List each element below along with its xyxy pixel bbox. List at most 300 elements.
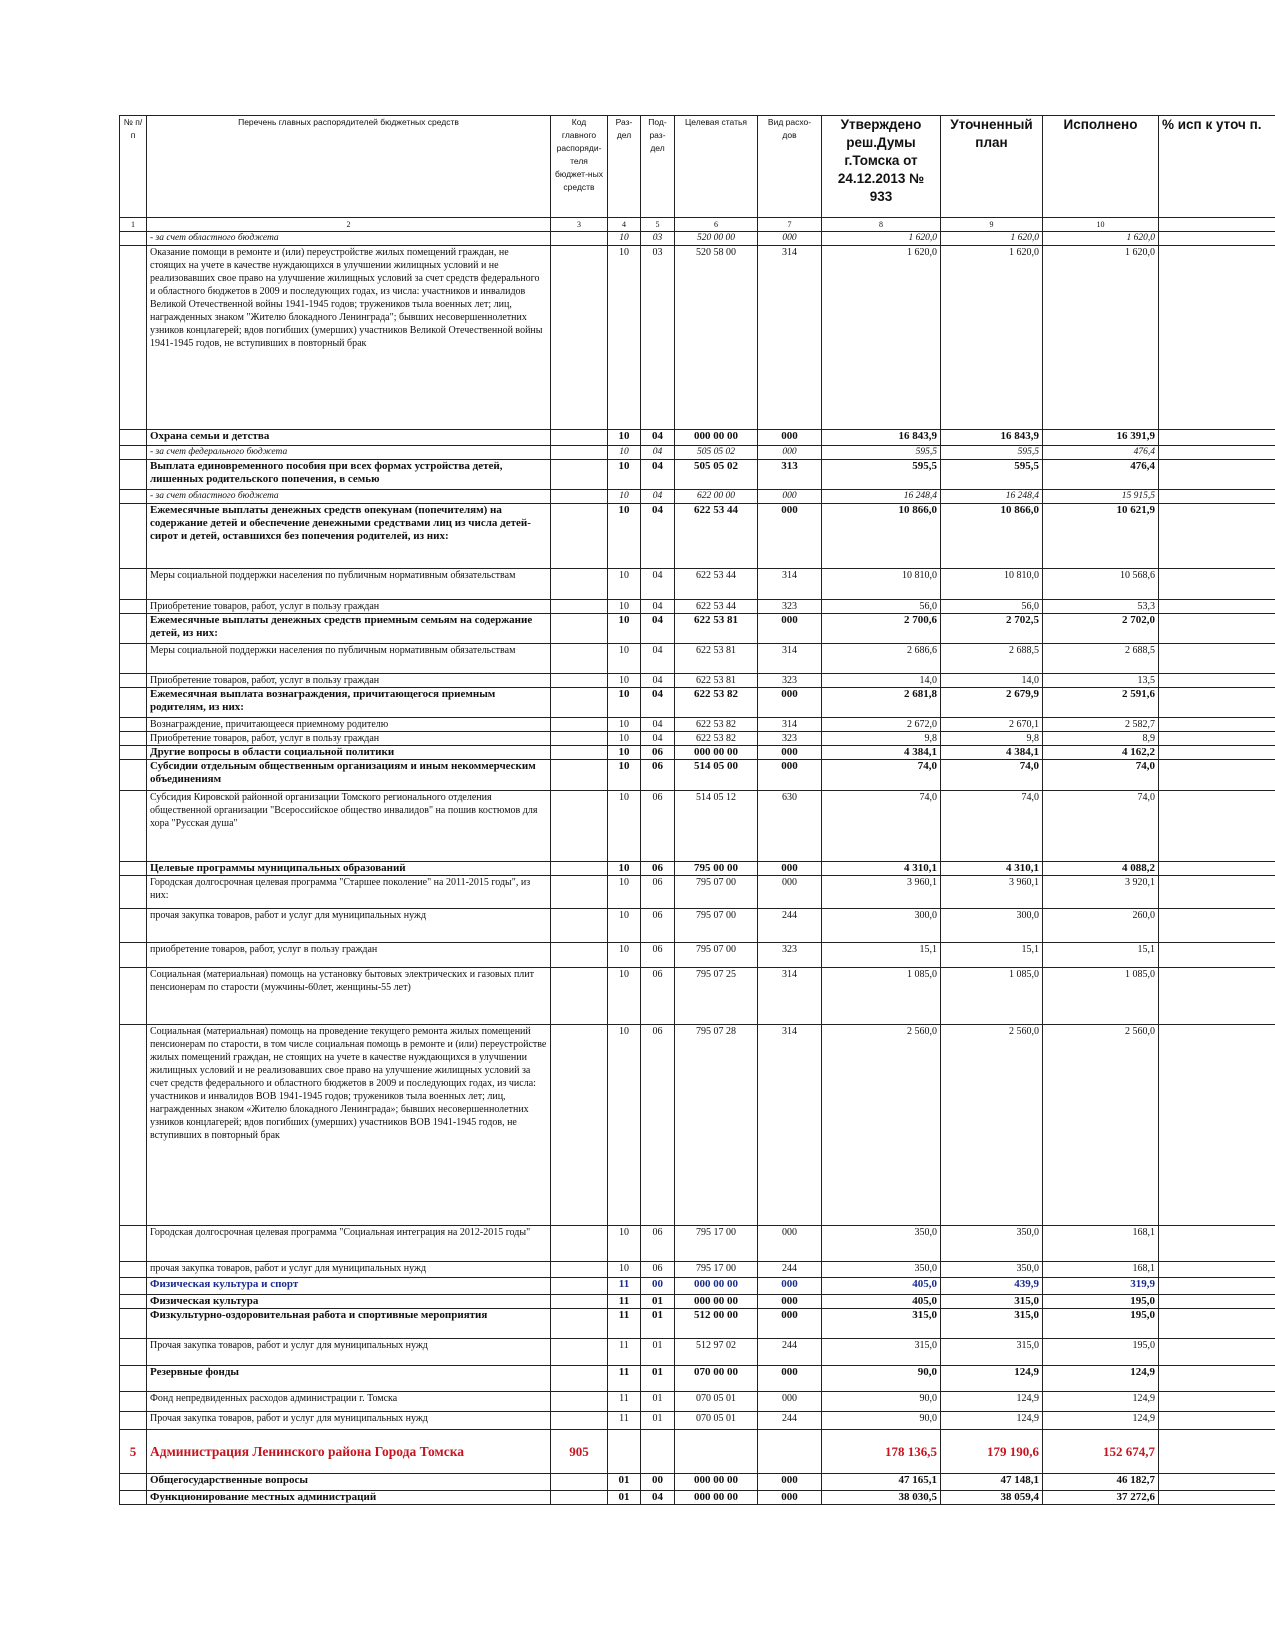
row-pct [1159,1295,1275,1309]
row-code [551,1025,608,1226]
row-code [551,876,608,909]
row-type: 314 [758,718,822,732]
budget-sheet [119,115,1275,1505]
row-target: 795 07 25 [675,968,758,1025]
row-plan: 10 810,0 [941,569,1043,600]
colnum: 3 [551,218,608,232]
row-pct [1159,674,1275,688]
header-code: Код главного распоряди-теля бюджет-ных средств [551,116,608,218]
row-plan: 124,9 [941,1392,1043,1412]
row-pct [1159,644,1275,674]
row-name: Меры социальной поддержки населения по публичным нормативным обязательствам [147,569,551,600]
row-subsection: 06 [641,909,675,943]
row-done: 168,1 [1043,1262,1159,1278]
row-approved: 47 165,1 [822,1474,941,1491]
row-type: 000 [758,746,822,760]
header-name: Перечень главных распорядителей бюджетных средств [147,116,551,218]
row-subsection: 04 [641,430,675,446]
row-target: 622 53 44 [675,504,758,569]
row-plan: 16 248,4 [941,490,1043,504]
row-done: 3 920,1 [1043,876,1159,909]
row-plan: 1 085,0 [941,968,1043,1025]
table-row [120,1309,1275,1339]
row-section: 01 [608,1474,641,1491]
row-plan: 2 679,9 [941,688,1043,718]
row-target: 000 00 00 [675,1278,758,1295]
row-code [551,1339,608,1366]
row-num [120,760,147,791]
row-approved: 2 681,8 [822,688,941,718]
row-type: 000 [758,1392,822,1412]
table-row [120,1278,1275,1295]
row-approved: 2 700,6 [822,614,941,644]
row-code [551,1392,608,1412]
row-name: Вознаграждение, причитающееся приемному родителю [147,718,551,732]
table-row [120,968,1275,1025]
row-target: 622 53 44 [675,600,758,614]
row-name: - за счет областного бюджета [147,232,551,246]
row-num [120,746,147,760]
row-plan: 16 843,9 [941,430,1043,446]
row-name: приобретение товаров, работ, услуг в пользу граждан [147,943,551,968]
table-row [120,1262,1275,1278]
table-row [120,876,1275,909]
row-type: 323 [758,732,822,746]
colnum: 8 [822,218,941,232]
row-target: 622 53 82 [675,732,758,746]
table-row [120,1295,1275,1309]
row-pct [1159,1412,1275,1430]
row-code [551,746,608,760]
row-approved: 350,0 [822,1226,941,1262]
row-num [120,1412,147,1430]
row-section: 10 [608,718,641,732]
table-row [120,732,1275,746]
row-code [551,732,608,746]
row-target: 795 17 00 [675,1226,758,1262]
row-name: Субсидия Кировской районной организации Томского регионального отделения общественной организации "Всероссийское общество инвалидов" на пошив костюмов для хора "Русская душа" [147,791,551,862]
row-subsection: 06 [641,1025,675,1226]
row-num [120,446,147,460]
row-approved: 4 384,1 [822,746,941,760]
row-code [551,1309,608,1339]
row-pct [1159,862,1275,876]
table-row [120,688,1275,718]
row-pct [1159,1025,1275,1226]
row-section: 01 [608,1491,641,1505]
row-done: 2 582,7 [1043,718,1159,732]
row-num [120,1339,147,1366]
row-subsection: 01 [641,1295,675,1309]
row-type: 000 [758,1491,822,1505]
row-done: 1 085,0 [1043,968,1159,1025]
row-target: 795 00 00 [675,862,758,876]
row-approved: 595,5 [822,460,941,490]
row-num [120,732,147,746]
row-section: 10 [608,732,641,746]
row-target: 795 07 28 [675,1025,758,1226]
row-target: 505 05 02 [675,460,758,490]
header-target: Целевая статья [675,116,758,218]
row-plan: 2 560,0 [941,1025,1043,1226]
row-plan: 439,9 [941,1278,1043,1295]
row-code [551,862,608,876]
row-done: 53,3 [1043,600,1159,614]
row-plan: 595,5 [941,446,1043,460]
row-type: 314 [758,246,822,430]
row-num [120,1295,147,1309]
row-name: Приобретение товаров, работ, услуг в пользу граждан [147,674,551,688]
table-row [120,504,1275,569]
row-code [551,1366,608,1392]
row-section: 11 [608,1366,641,1392]
table-row [120,1474,1275,1491]
row-code [551,569,608,600]
row-pct [1159,1474,1275,1491]
row-target: 795 17 00 [675,1262,758,1278]
row-code [551,446,608,460]
row-section: 10 [608,674,641,688]
row-type: 000 [758,490,822,504]
row-section: 10 [608,460,641,490]
row-section: 11 [608,1392,641,1412]
row-num [120,460,147,490]
row-type: 314 [758,1025,822,1226]
row-plan: 124,9 [941,1366,1043,1392]
row-plan: 1 620,0 [941,246,1043,430]
row-num [120,876,147,909]
table-row [120,569,1275,600]
row-plan: 9,8 [941,732,1043,746]
row-target: 795 07 00 [675,876,758,909]
row-type: 323 [758,943,822,968]
row-pct [1159,1430,1275,1474]
row-name: Приобретение товаров, работ, услуг в пользу граждан [147,732,551,746]
table-row [120,1491,1275,1505]
row-done: 476,4 [1043,446,1159,460]
row-subsection [641,1430,675,1474]
table-row [120,1339,1275,1366]
row-subsection: 01 [641,1412,675,1430]
row-subsection: 03 [641,232,675,246]
row-name: Физическая культура [147,1295,551,1309]
row-code [551,1295,608,1309]
row-target: 622 53 81 [675,644,758,674]
row-section: 10 [608,876,641,909]
row-name: прочая закупка товаров, работ и услуг для муниципальных нужд [147,909,551,943]
row-subsection: 04 [641,718,675,732]
row-pct [1159,943,1275,968]
row-approved: 10 866,0 [822,504,941,569]
row-section [608,1430,641,1474]
row-section: 11 [608,1295,641,1309]
row-name: Фонд непредвиденных расходов администрации г. Томска [147,1392,551,1412]
row-subsection: 01 [641,1366,675,1392]
row-approved: 10 810,0 [822,569,941,600]
row-section: 10 [608,644,641,674]
row-done: 8,9 [1043,732,1159,746]
table-row [120,909,1275,943]
table-row [120,460,1275,490]
row-num [120,1309,147,1339]
row-pct [1159,614,1275,644]
row-pct [1159,232,1275,246]
row-approved: 405,0 [822,1295,941,1309]
row-type: 000 [758,862,822,876]
row-section: 10 [608,430,641,446]
table-row [120,674,1275,688]
colnum [1159,218,1275,232]
row-done: 168,1 [1043,1226,1159,1262]
header-num: № п/п [120,116,147,218]
row-plan: 350,0 [941,1262,1043,1278]
row-subsection: 06 [641,760,675,791]
column-number-row [120,218,1275,232]
row-type: 000 [758,1309,822,1339]
row-num [120,688,147,718]
row-subsection: 04 [641,1491,675,1505]
table-row [120,430,1275,446]
row-subsection: 04 [641,688,675,718]
row-target: 622 53 82 [675,718,758,732]
row-plan: 1 620,0 [941,232,1043,246]
row-plan: 350,0 [941,1226,1043,1262]
row-done: 195,0 [1043,1339,1159,1366]
table-row [120,1392,1275,1412]
row-name: прочая закупка товаров, работ и услуг для муниципальных нужд [147,1262,551,1278]
row-target: 512 97 02 [675,1339,758,1366]
row-code [551,232,608,246]
row-code [551,688,608,718]
row-pct [1159,569,1275,600]
row-approved: 2 686,6 [822,644,941,674]
row-approved: 9,8 [822,732,941,746]
row-code [551,504,608,569]
row-section: 11 [608,1339,641,1366]
row-target: 514 05 12 [675,791,758,862]
row-approved: 595,5 [822,446,941,460]
row-name: - за счет федерального бюджета [147,446,551,460]
row-num [120,614,147,644]
row-approved: 74,0 [822,760,941,791]
row-code [551,1491,608,1505]
row-type: 000 [758,430,822,446]
row-name: Другие вопросы в области социальной политики [147,746,551,760]
row-done: 1 620,0 [1043,246,1159,430]
row-pct [1159,760,1275,791]
table-row [120,232,1275,246]
row-approved: 56,0 [822,600,941,614]
row-subsection: 01 [641,1339,675,1366]
row-plan: 56,0 [941,600,1043,614]
row-num [120,1226,147,1262]
row-num [120,504,147,569]
table-row [120,718,1275,732]
row-approved: 1 620,0 [822,232,941,246]
table-row [120,446,1275,460]
row-subsection: 04 [641,460,675,490]
row-approved: 14,0 [822,674,941,688]
row-name: Общегосударственные вопросы [147,1474,551,1491]
row-code [551,674,608,688]
row-target: 000 00 00 [675,1295,758,1309]
row-done: 10 568,6 [1043,569,1159,600]
row-target: 622 53 81 [675,674,758,688]
table-row [120,600,1275,614]
row-done: 4 162,2 [1043,746,1159,760]
row-code [551,430,608,446]
row-section: 11 [608,1309,641,1339]
row-approved: 315,0 [822,1339,941,1366]
row-section: 11 [608,1278,641,1295]
colnum: 7 [758,218,822,232]
row-subsection: 06 [641,862,675,876]
row-approved: 315,0 [822,1309,941,1339]
table-row [120,791,1275,862]
row-approved: 4 310,1 [822,862,941,876]
row-pct [1159,1278,1275,1295]
row-name: Прочая закупка товаров, работ и услуг для муниципальных нужд [147,1339,551,1366]
row-pct [1159,791,1275,862]
row-plan: 124,9 [941,1412,1043,1430]
row-section: 10 [608,1226,641,1262]
row-approved: 16 843,9 [822,430,941,446]
row-pct [1159,968,1275,1025]
colnum: 1 [120,218,147,232]
row-section: 10 [608,909,641,943]
row-approved: 38 030,5 [822,1491,941,1505]
row-type: 000 [758,688,822,718]
row-type: 000 [758,614,822,644]
row-plan: 315,0 [941,1309,1043,1339]
table-row [120,746,1275,760]
row-approved: 350,0 [822,1262,941,1278]
row-type: 314 [758,968,822,1025]
row-plan: 74,0 [941,760,1043,791]
row-done: 13,5 [1043,674,1159,688]
row-target: 000 00 00 [675,1474,758,1491]
row-pct [1159,446,1275,460]
row-code [551,718,608,732]
row-num [120,1278,147,1295]
row-type: 313 [758,460,822,490]
row-type: 244 [758,1339,822,1366]
row-type: 323 [758,674,822,688]
row-pct [1159,688,1275,718]
row-plan: 315,0 [941,1339,1043,1366]
row-num [120,674,147,688]
row-name: Выплата единовременного пособия при всех формах устройства детей, лишенных родительского попечения, в семью [147,460,551,490]
row-code [551,909,608,943]
row-num [120,1366,147,1392]
row-type: 244 [758,1262,822,1278]
row-name: Охрана семьи и детства [147,430,551,446]
row-name: Функционирование местных администраций [147,1491,551,1505]
header-approved: Утверждено реш.Думы г.Томска от 24.12.2013 № 933 [822,116,941,218]
row-subsection: 04 [641,600,675,614]
row-target: 000 00 00 [675,430,758,446]
header-done: Исполнено [1043,116,1159,218]
row-pct [1159,430,1275,446]
row-pct [1159,746,1275,760]
row-name: Администрация Ленинского района Города Томска [147,1430,551,1474]
row-done: 124,9 [1043,1392,1159,1412]
table-row [120,644,1275,674]
row-target: 622 00 00 [675,490,758,504]
row-plan: 300,0 [941,909,1043,943]
row-code [551,490,608,504]
row-type: 000 [758,232,822,246]
row-done: 46 182,7 [1043,1474,1159,1491]
row-plan: 2 688,5 [941,644,1043,674]
row-approved: 1 085,0 [822,968,941,1025]
table-row [120,1430,1275,1474]
row-plan: 315,0 [941,1295,1043,1309]
row-code [551,460,608,490]
row-name: Ежемесячные выплаты денежных средств опекунам (попечителям) на содержание детей и обеспечение денежными средствами лиц из числа детей-сирот и детей, оставшихся без попечения родителей, из них: [147,504,551,569]
row-section: 10 [608,943,641,968]
table-row [120,1366,1275,1392]
row-section: 10 [608,246,641,430]
row-type: 244 [758,909,822,943]
row-subsection: 04 [641,569,675,600]
row-plan: 595,5 [941,460,1043,490]
row-target: 000 00 00 [675,746,758,760]
row-section: 10 [608,446,641,460]
table-row [120,1226,1275,1262]
row-plan: 3 960,1 [941,876,1043,909]
row-done: 195,0 [1043,1295,1159,1309]
row-name: Оказание помощи в ремонте и (или) переустройстве жилых помещений граждан, не стоящих на учете в качестве нуждающихся в улучшении жилищных условий и не реализовавших свое право на улучшение жилищных условий за счет средств федерального и областного бюджетов в 2009 и последующих годах, из числа: участников и инвалидов Великой Отечественной войны 1941-1945 годов; тружеников тыла военных лет; лиц, награжденных знаком "Жителю блокадного Ленинграда"; бывших несовершеннолетних узников концлагерей; вдов погибших (умерших) участников Великой Отечественной войны 1941-1945 годов, не вступивших в повторный брак [147,246,551,430]
row-section: 11 [608,1412,641,1430]
row-target: 514 05 00 [675,760,758,791]
row-section: 10 [608,1262,641,1278]
table-row [120,862,1275,876]
row-name: Социальная (материальная) помощь на проведение текущего ремонта жилых помещений пенсионерам по старости, в том числе социальная помощь в ремонте и (или) переустройстве жилых помещений граждан, не стоящих на учете в качестве нуждающихся в улучшении жилищных условий и не реализовавших свое право на улучшение жилищных условий за счет средств федерального и областного бюджетов в 2009 и последующих годах, из числа: участников и инвалидов ВОВ 1941-1945 годов; тружеников тыла военных лет; лиц, награжденных знаком «Жителю блокадного Ленинграда»; бывших несовершеннолетних узников концлагерей; вдов погибших (умерших) участников ВОВ 1941-1945 годов, не вступивших в повторный брак [147,1025,551,1226]
row-num [120,600,147,614]
row-pct [1159,876,1275,909]
row-target: 622 53 44 [675,569,758,600]
row-type: 244 [758,1412,822,1430]
row-name: Городская долгосрочная целевая программа "Социальная интеграция на 2012-2015 годы" [147,1226,551,1262]
row-num [120,430,147,446]
row-done: 10 621,9 [1043,504,1159,569]
row-subsection: 06 [641,1226,675,1262]
row-done: 16 391,9 [1043,430,1159,446]
table-row [120,943,1275,968]
row-num [120,943,147,968]
row-approved: 74,0 [822,791,941,862]
row-name: Приобретение товаров, работ, услуг в пользу граждан [147,600,551,614]
row-done: 195,0 [1043,1309,1159,1339]
row-code [551,600,608,614]
row-section: 10 [608,504,641,569]
row-done: 15,1 [1043,943,1159,968]
row-section: 10 [608,862,641,876]
row-done: 2 591,6 [1043,688,1159,718]
row-type: 314 [758,644,822,674]
row-target: 520 58 00 [675,246,758,430]
row-target: 070 00 00 [675,1366,758,1392]
budget-table [119,115,1275,1505]
header-plan: Уточненный план [941,116,1043,218]
row-plan: 4 310,1 [941,862,1043,876]
row-done: 37 272,6 [1043,1491,1159,1505]
row-name: Ежемесячные выплаты денежных средств приемным семьям на содержание детей, из них: [147,614,551,644]
row-done: 2 560,0 [1043,1025,1159,1226]
row-subsection: 00 [641,1474,675,1491]
row-pct [1159,246,1275,430]
